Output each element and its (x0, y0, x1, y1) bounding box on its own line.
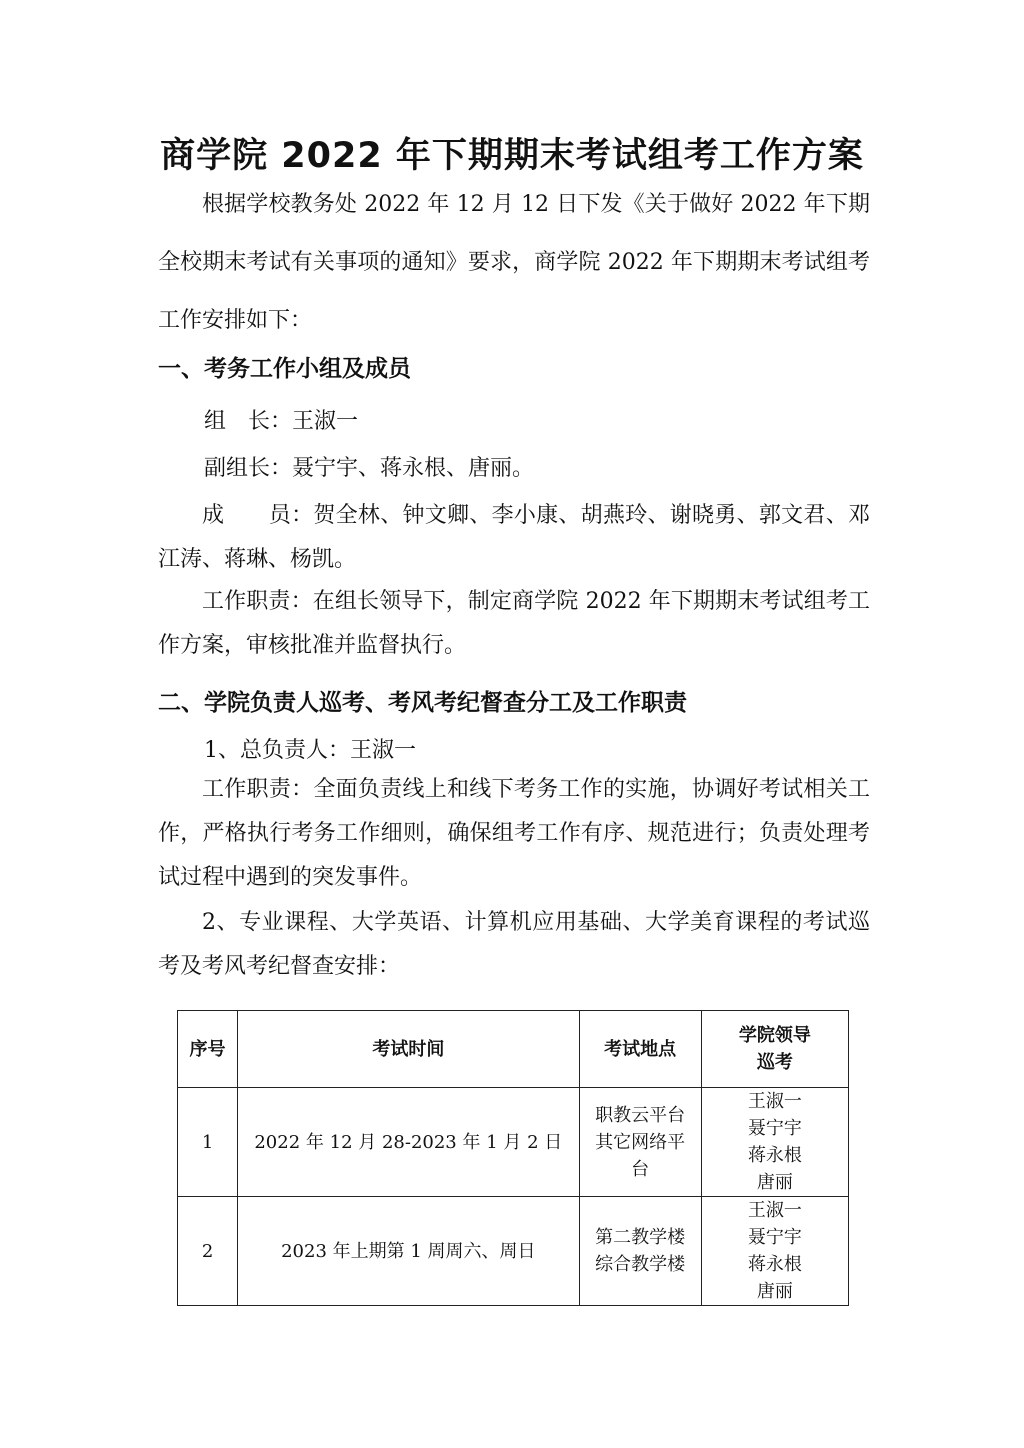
row-place (579, 1088, 701, 1197)
place-line: 其它网络平 (595, 1131, 686, 1153)
header-place: 考试地点 (579, 1011, 701, 1088)
place-line: 综合教学楼 (595, 1254, 686, 1275)
header-no: 序号 (178, 1011, 238, 1088)
row-time: 2023 年上期第 1 周周六、周日 (238, 1197, 580, 1306)
intro-paragraph: 根据学校教务处 2022 年 12 月 12 日下发《关于做好 2022 年下期全校期末考试有关事项的通知》要求，商学院 2022 年下期期末考试组考工作安排如下： (158, 192, 870, 333)
leader-name: 王淑一 (747, 1200, 802, 1221)
leader-name: 王淑一 (747, 1091, 802, 1112)
patrol-schedule-table (177, 1010, 849, 1306)
header-leaders-line: 巡考 (756, 1052, 793, 1073)
leader-name: 唐丽 (756, 1172, 793, 1193)
leader-name: 蒋永根 (747, 1145, 802, 1166)
leader-name: 聂宁宇 (747, 1227, 802, 1248)
item-1-line: 1、总负责人：王淑一 (204, 738, 416, 763)
table-row (178, 1088, 849, 1197)
leader-line: 组 长：王淑一 (204, 409, 359, 434)
row-no: 2 (178, 1197, 238, 1306)
section-2-duty: 工作职责：全面负责线上和线下考务工作的实施，协调好考试相关工作，严格执行考务工作细则，确保组考工作有序、规范进行；负责处理考试过程中遇到的突发事件。 (158, 777, 870, 890)
leader-name: 唐丽 (756, 1281, 793, 1302)
header-time: 考试时间 (238, 1011, 580, 1088)
row-leaders (701, 1088, 848, 1197)
row-place (579, 1197, 701, 1306)
header-leaders-line: 学院领导 (738, 1025, 811, 1046)
header-leaders (701, 1011, 848, 1088)
section-1-heading: 一、考务工作小组及成员 (158, 356, 411, 382)
table-row (178, 1197, 849, 1306)
document-title: 商学院 2022 年下期期末考试组考工作方案 (160, 136, 864, 176)
leader-name: 蒋永根 (747, 1254, 802, 1275)
row-no: 1 (178, 1088, 238, 1197)
deputy-line: 副组长：聂宁宇、蒋永根、唐丽。 (204, 456, 535, 481)
section-1-duty: 工作职责：在组长领导下，制定商学院 2022 年下期期末考试组考工作方案，审核批准并监督执行。 (158, 589, 870, 658)
place-line: 台 (631, 1158, 650, 1180)
table-header-row (178, 1011, 849, 1088)
place-line: 第二教学楼 (595, 1227, 686, 1248)
row-time: 2022 年 12 月 28-2023 年 1 月 2 日 (238, 1088, 580, 1197)
members-paragraph: 成 员：贺全林、钟文卿、李小康、胡燕玲、谢晓勇、郭文君、邓江涛、蒋琳、杨凯。 (158, 503, 870, 572)
row-leaders (701, 1197, 848, 1306)
section-2-heading: 二、学院负责人巡考、考风考纪督查分工及工作职责 (158, 690, 687, 716)
place-line: 职教云平台 (595, 1104, 686, 1126)
leader-name: 聂宁宇 (747, 1118, 802, 1139)
item-2-paragraph: 2、专业课程、大学英语、计算机应用基础、大学美育课程的考试巡考及考风考纪督查安排： (158, 910, 870, 979)
